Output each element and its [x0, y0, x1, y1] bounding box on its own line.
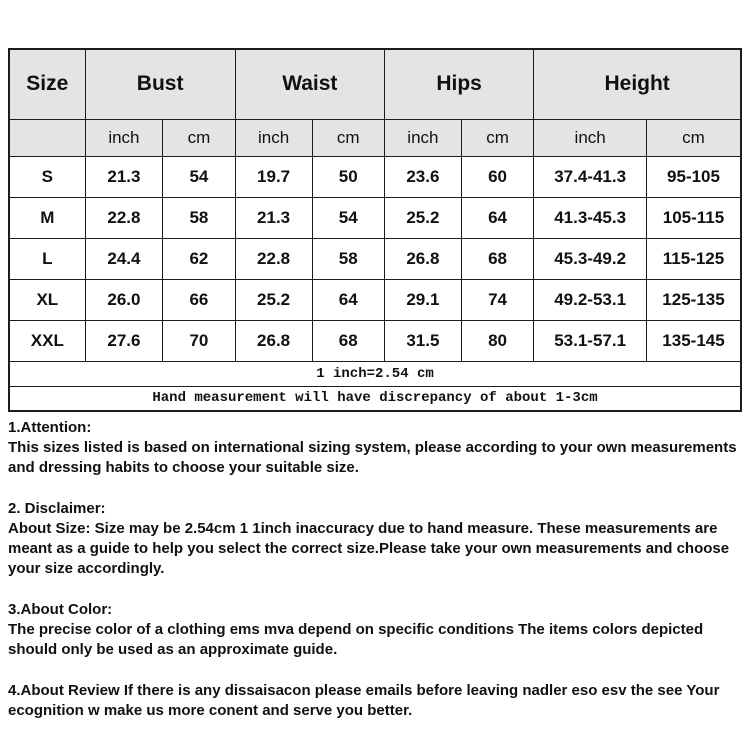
column-header-waist: Waist: [235, 49, 384, 119]
cell: 24.4: [85, 238, 163, 279]
cell: 54: [163, 156, 235, 197]
review-body: 4.About Review If there is any dissaisacon please emails before leaving nadler eso esv the see Your ecognition w make us more conent and serve you better.: [8, 682, 720, 719]
cell: 105-115: [647, 197, 742, 238]
color-body: The precise color of a clothing ems mva depend on specific conditions The items colors depicted should only be used as an approximate guide.: [8, 621, 704, 658]
cell: 26.8: [235, 320, 312, 361]
size-label: XXL: [9, 320, 85, 361]
attention-block: [8, 418, 740, 478]
cell: 95-105: [647, 156, 742, 197]
column-header-bust: Bust: [85, 49, 235, 119]
review-block: [8, 681, 740, 721]
cell: 26.0: [85, 279, 163, 320]
cell: 80: [461, 320, 533, 361]
column-header-hips: Hips: [384, 49, 533, 119]
measurement-note-row: [9, 386, 741, 411]
cell: 74: [461, 279, 533, 320]
cell: 58: [163, 197, 235, 238]
cell: 31.5: [384, 320, 461, 361]
column-header-size: Size: [9, 49, 85, 119]
measurement-note: Hand measurement will have discrepancy of about 1-3cm: [9, 386, 741, 411]
cell: 53.1-57.1: [534, 320, 647, 361]
disclaimer-body: About Size: Size may be 2.54cm 1 1inch inaccuracy due to hand measure. These measurements are meant as a guide to help you select the correct size.Please take your own measurements and choose your size accordingly.: [8, 520, 730, 577]
cell: 45.3-49.2: [534, 238, 647, 279]
cell: 21.3: [235, 197, 312, 238]
table-row-m: [9, 197, 741, 238]
cell: 37.4-41.3: [534, 156, 647, 197]
cell: 22.8: [235, 238, 312, 279]
cell: 68: [312, 320, 384, 361]
attention-heading: 1.Attention:: [8, 419, 92, 436]
cell: 60: [461, 156, 533, 197]
cell: 64: [312, 279, 384, 320]
unit-header-waist-inch: inch: [235, 119, 312, 156]
disclaimer-heading: 2. Disclaimer:: [8, 500, 106, 517]
unit-header-blank: [9, 119, 85, 156]
unit-header-hips-inch: inch: [384, 119, 461, 156]
unit-header-row: [9, 119, 741, 156]
table-row-xl: [9, 279, 741, 320]
notes-section: [8, 418, 740, 721]
size-label: L: [9, 238, 85, 279]
disclaimer-block: [8, 499, 740, 579]
conversion-note: 1 inch=2.54 cm: [9, 361, 741, 386]
unit-header-hips-cm: cm: [461, 119, 533, 156]
size-label: S: [9, 156, 85, 197]
size-label: M: [9, 197, 85, 238]
cell: 62: [163, 238, 235, 279]
group-header-row: [9, 49, 741, 119]
cell: 135-145: [647, 320, 742, 361]
size-chart-table: [8, 48, 742, 412]
attention-body: This sizes listed is based on international sizing system, please according to your own measurements and dressing habits to choose your suitable size.: [8, 439, 737, 476]
cell: 68: [461, 238, 533, 279]
unit-header-waist-cm: cm: [312, 119, 384, 156]
color-heading: 3.About Color:: [8, 601, 113, 618]
unit-header-height-cm: cm: [647, 119, 742, 156]
cell: 54: [312, 197, 384, 238]
cell: 21.3: [85, 156, 163, 197]
cell: 115-125: [647, 238, 742, 279]
cell: 26.8: [384, 238, 461, 279]
cell: 29.1: [384, 279, 461, 320]
cell: 125-135: [647, 279, 742, 320]
cell: 25.2: [235, 279, 312, 320]
cell: 70: [163, 320, 235, 361]
table-row-l: [9, 238, 741, 279]
color-block: [8, 600, 740, 660]
table-row-xxl: [9, 320, 741, 361]
cell: 27.6: [85, 320, 163, 361]
cell: 64: [461, 197, 533, 238]
cell: 25.2: [384, 197, 461, 238]
cell: 58: [312, 238, 384, 279]
unit-header-height-inch: inch: [534, 119, 647, 156]
cell: 50: [312, 156, 384, 197]
unit-header-bust-inch: inch: [85, 119, 163, 156]
cell: 41.3-45.3: [534, 197, 647, 238]
table-row-s: [9, 156, 741, 197]
size-label: XL: [9, 279, 85, 320]
conversion-note-row: [9, 361, 741, 386]
column-header-height: Height: [534, 49, 741, 119]
cell: 23.6: [384, 156, 461, 197]
cell: 22.8: [85, 197, 163, 238]
cell: 66: [163, 279, 235, 320]
cell: 19.7: [235, 156, 312, 197]
cell: 49.2-53.1: [534, 279, 647, 320]
unit-header-bust-cm: cm: [163, 119, 235, 156]
